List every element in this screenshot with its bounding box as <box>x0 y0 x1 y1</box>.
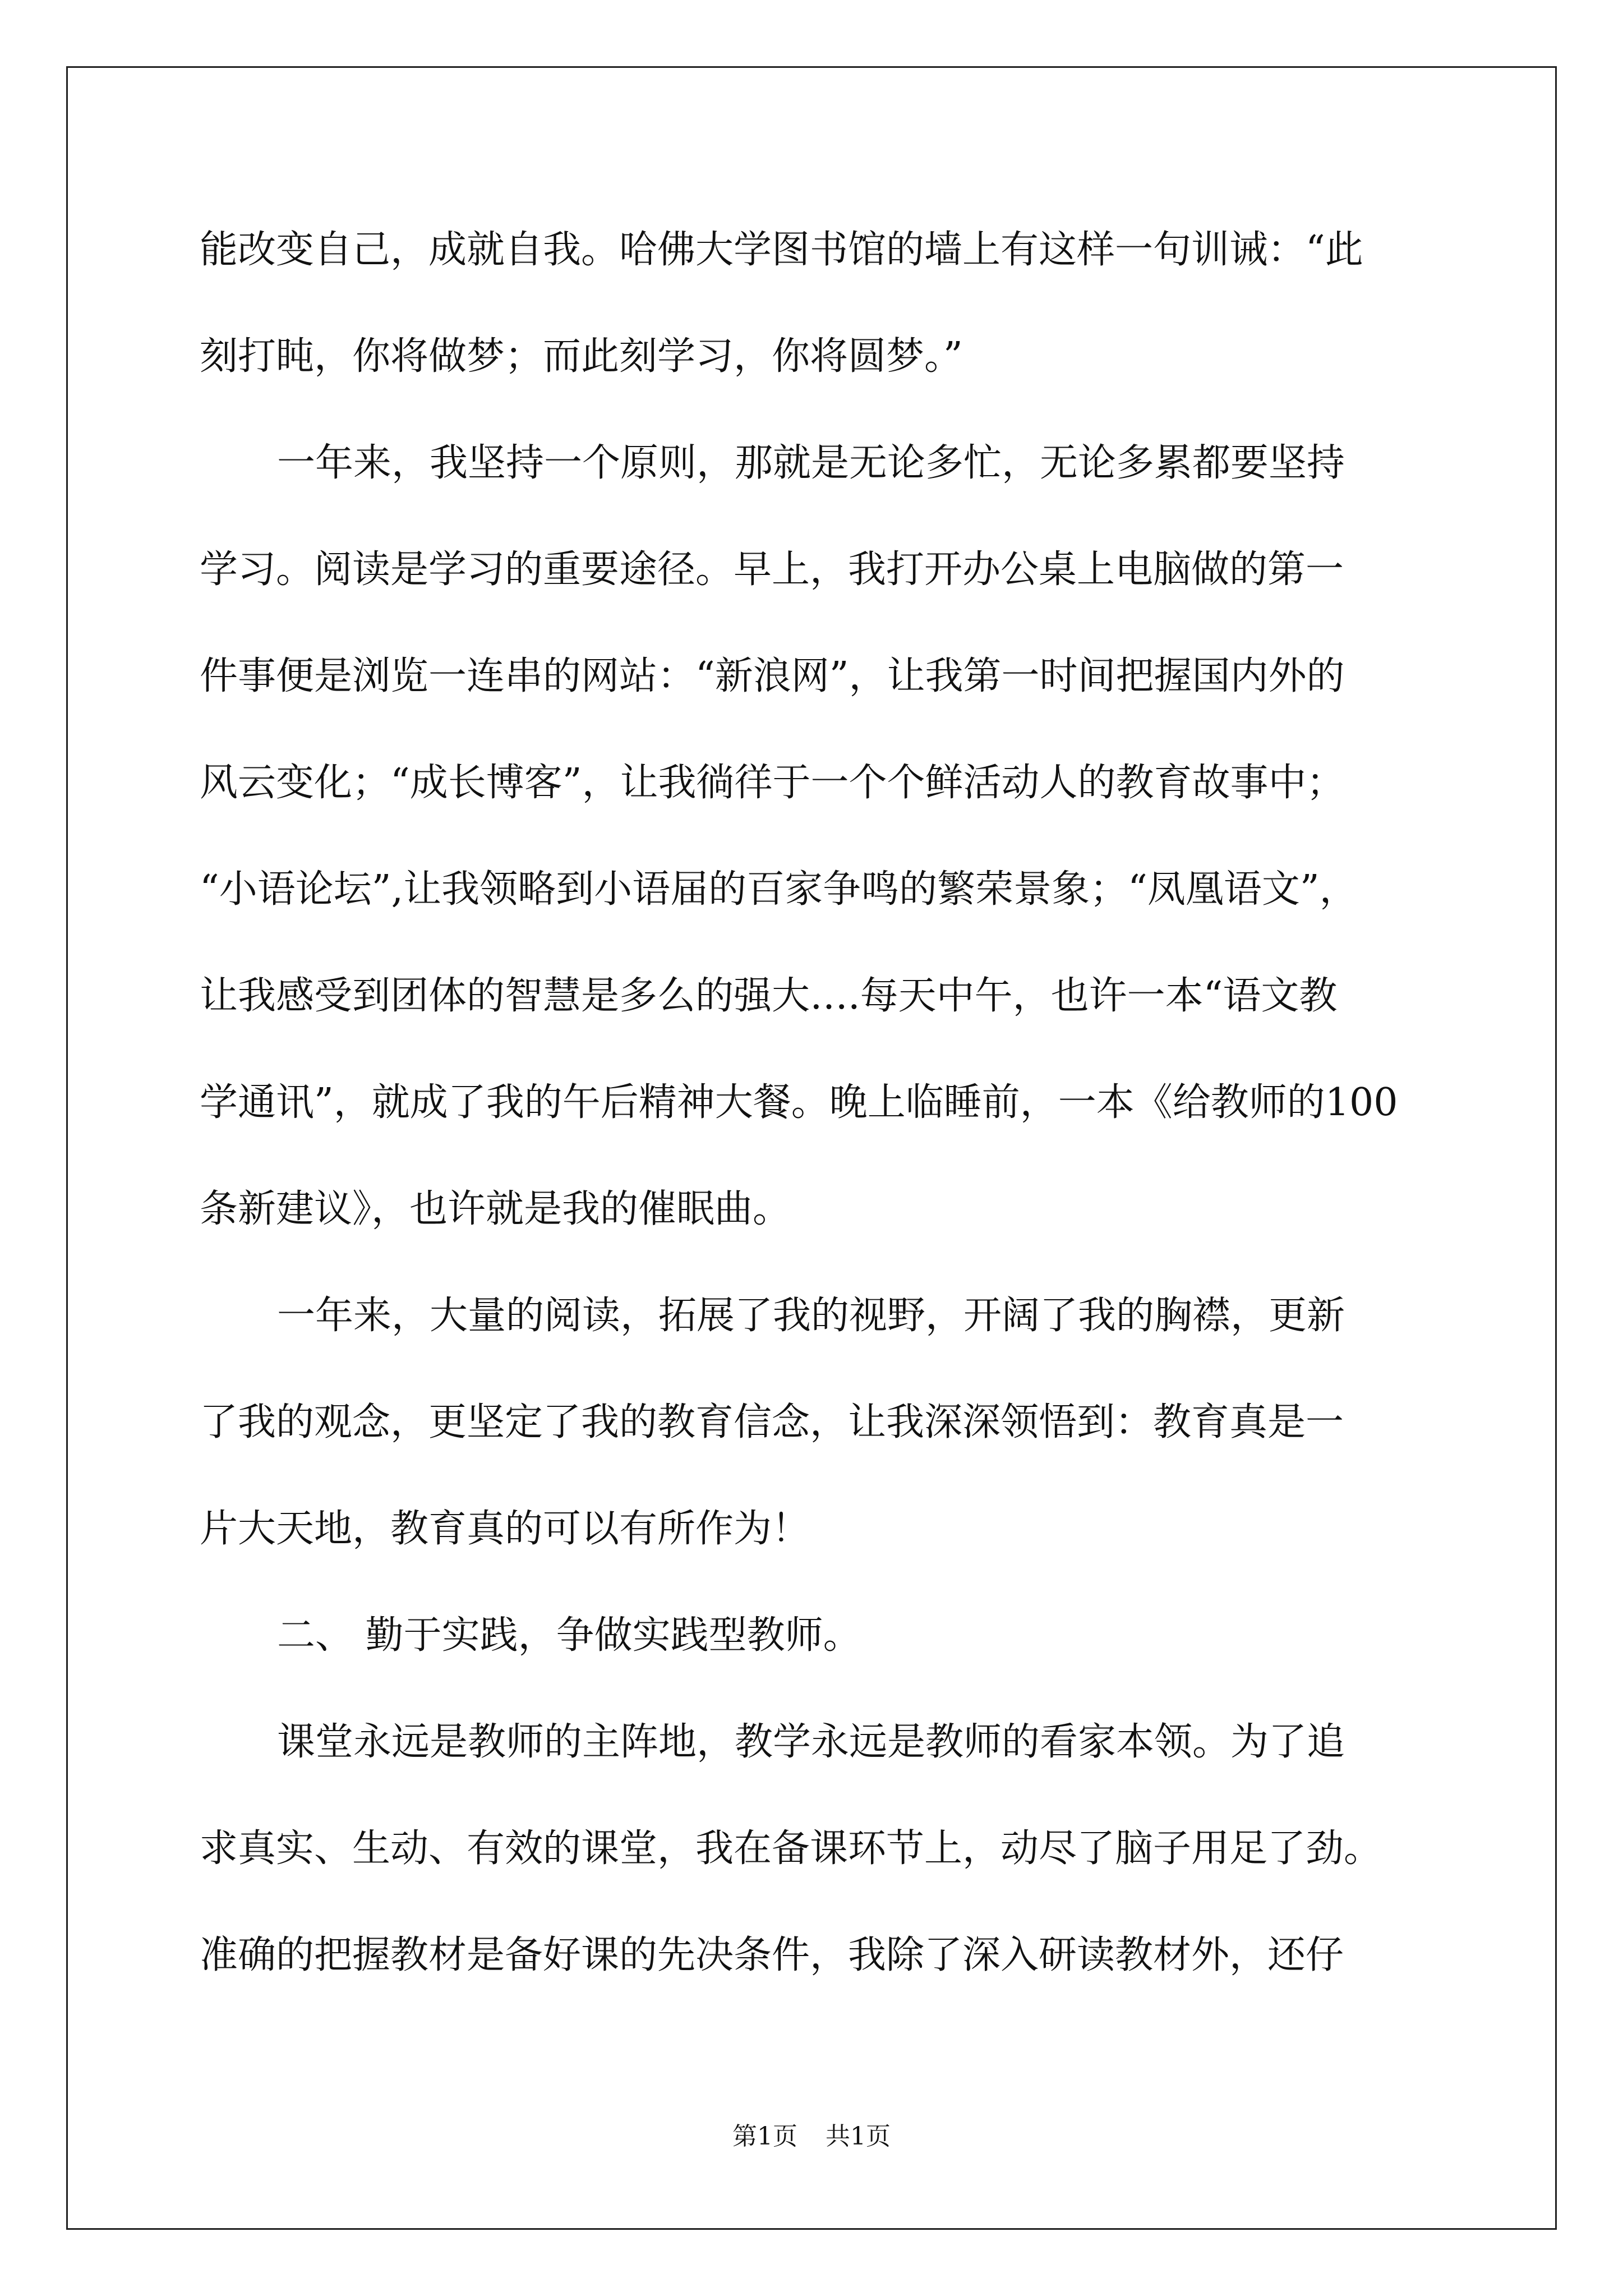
text-line: 让我感受到团体的智慧是多么的强大….每天中午，也许一本“语文教 <box>200 974 1338 1018</box>
text-line: 课堂永远是教师的主阵地，教学永远是教师的看家本领。为了追 <box>277 1720 1345 1764</box>
text-line: 片大天地，教育真的可以有所作为！ <box>200 1507 810 1551</box>
text-line: 能改变自己，成就自我。哈佛大学图书馆的墙上有这样一句训诫：“此 <box>200 228 1363 272</box>
text-line: 一年来，大量的阅读，拓展了我的视野，开阔了我的胸襟，更新 <box>277 1294 1345 1338</box>
text-line: 条新建议》，也许就是我的催眠曲。 <box>200 1187 791 1231</box>
page-number: 第1页 <box>732 2122 797 2151</box>
text-line: 学通讯”，就成了我的午后精神大餐。晚上临睡前，一本《给教师的100 <box>200 1080 1398 1125</box>
page-total: 共1页 <box>826 2122 891 2151</box>
page-footer <box>0 2116 1623 2152</box>
text-line: 刻打盹，你将做梦；而此刻学习，你将圆梦。” <box>200 334 963 379</box>
text-line: 学习。阅读是学习的重要途径。早上，我打开办公桌上电脑做的第一 <box>200 547 1344 592</box>
page-border <box>66 66 1557 2230</box>
text-line: 一年来，我坚持一个原则，那就是无论多忙，无论多累都要坚持 <box>277 441 1345 485</box>
text-line: 风云变化；“成长博客”，让我徜徉于一个个鲜活动人的教育故事中； <box>200 761 1345 805</box>
text-line: 求真实、生动、有效的课堂，我在备课环节上，动尽了脑子用足了劲。 <box>200 1826 1382 1871</box>
text-line: 了我的观念，更坚定了我的教育信念，让我深深领悟到：教育真是一 <box>200 1400 1344 1444</box>
text-line: “小语论坛”,让我领略到小语届的百家争鸣的繁荣景象；“凤凰语文”， <box>200 867 1358 912</box>
section-heading: 二、 勤于实践，争做实践型教师。 <box>277 1613 861 1658</box>
text-line: 准确的把握教材是备好课的先决条件，我除了深入研读教材外，还仔 <box>200 1933 1344 1977</box>
text-line: 件事便是浏览一连串的网站：“新浪网”，让我第一时间把握国内外的 <box>200 654 1345 698</box>
